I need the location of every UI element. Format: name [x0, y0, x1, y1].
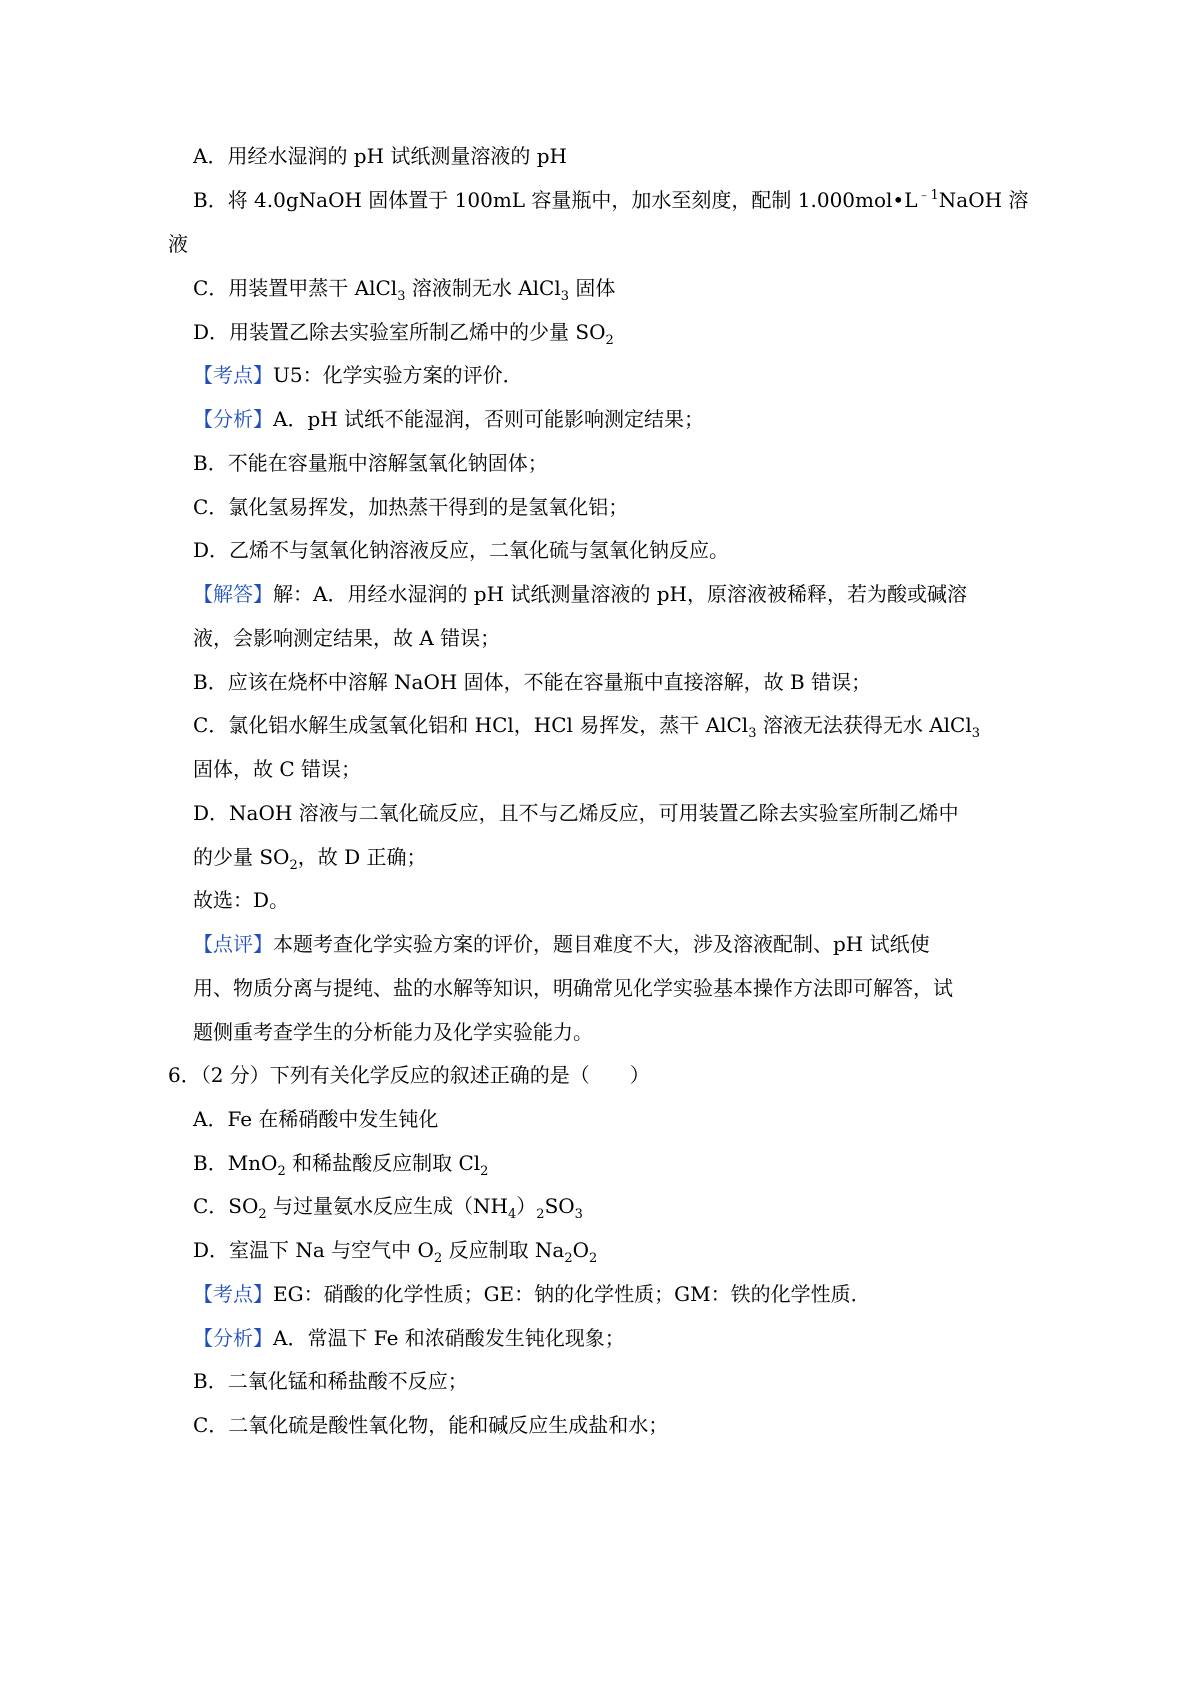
kaodian-tag: 【考点】 [193, 1282, 273, 1306]
q5-jieda-a2: 液，会影响测定结果，故 A 错误； [193, 626, 501, 650]
q6-stem: 6．（2 分）下列有关化学反应的叙述正确的是（ ） [168, 1063, 650, 1087]
q5-jieda: 【解答】解：A．用经水湿润的 pH 试纸测量溶液的 pH，原溶液被稀释，若为酸或碱溶 [193, 582, 968, 606]
q5-fenxi-b: B．不能在容量瓶中溶解氢氧化钠固体； [193, 451, 548, 475]
fenxi-tag: 【分析】 [193, 1326, 273, 1350]
jieda-tag: 【解答】 [193, 582, 273, 606]
q5-fenxi-d: D．乙烯不与氢氧化钠溶液反应，二氧化硫与氢氧化钠反应。 [193, 538, 730, 562]
fenxi-tag: 【分析】 [193, 407, 273, 431]
q5-dianping-l2: 用、物质分离与提纯、盐的水解等知识，明确常见化学实验基本操作方法即可解答，试 [193, 976, 953, 1000]
q6-fenxi-b: B．二氧化锰和稀盐酸不反应； [193, 1369, 468, 1393]
q5-jieda-d1: D．NaOH 溶液与二氧化硫反应，且不与乙烯反应，可用装置乙除去实验室所制乙烯中 [193, 801, 959, 825]
q5-option-a: A．用经水湿润的 pH 试纸测量溶液的 pH [193, 144, 568, 168]
q5-kaodian: 【考点】U5：化学实验方案的评价． [193, 363, 523, 387]
q5-jieda-b: B．应该在烧杯中溶解 NaOH 固体，不能在容量瓶中直接溶解，故 B 错误； [193, 670, 872, 694]
q5-jieda-c2: 固体，故 C 错误； [193, 757, 362, 781]
q5-fenxi: 【分析】A．pH 试纸不能湿润，否则可能影响测定结果； [193, 407, 705, 431]
q6-option-b: B．MnO$_2$ 和稀盐酸反应制取 $Cl_2$ [193, 1151, 489, 1179]
q6-option-a: A．Fe 在稀硝酸中发生钝化 [193, 1107, 439, 1131]
q5-dianping: 【点评】本题考查化学实验方案的评价，题目难度不大，涉及溶液配制、pH 试纸使 [193, 932, 930, 956]
q5-jieda-d2: 的少量 $SO_2$，故 D 正确； [193, 845, 427, 873]
q5-jieda-c1: C．氯化铝水解生成氢氧化铝和 HCl，HCl 易挥发，蒸干 AlCl$_3$ 溶液无法获得无水 AlCl$_3$ [193, 713, 981, 741]
kaodian-tag: 【考点】 [193, 363, 273, 387]
q6-fenxi-c: C．二氧化硫是酸性氧化物，能和碱反应生成盐和水； [193, 1413, 669, 1437]
q6-fenxi: 【分析】A．常温下 Fe 和浓硝酸发生钝化现象； [193, 1326, 625, 1350]
q6-option-d: D．室温下 Na 与空气中 $O_2$ 反应制取 $Na_2O_2$ [193, 1238, 598, 1266]
q5-option-b-cont: 液 [168, 232, 188, 256]
q6-option-c: C．$SO_2$ 与过量氨水反应生成$(NH_4)_2SO_3$ [193, 1194, 583, 1222]
q5-option-d: D．用装置乙除去实验室所制乙烯中的少量 $SO_2$ [193, 320, 614, 348]
dianping-tag: 【点评】 [193, 932, 273, 956]
q6-kaodian: 【考点】EG：硝酸的化学性质；GE：钠的化学性质；GM：铁的化学性质． [193, 1282, 871, 1306]
q5-dianping-l3: 题侧重考查学生的分析能力及化学实验能力。 [193, 1020, 593, 1044]
q5-fenxi-c: C．氯化氢易挥发，加热蒸干得到的是氢氧化铝； [193, 495, 629, 519]
q5-jieda-choose: 故选：D。 [193, 888, 290, 912]
q5-option-b: B．将 4.0gNaOH 固体置于 100mL 容量瓶中，加水至刻度，配制 $1.000mol•L^{﹣1}NaOH$ 溶 [193, 188, 1029, 212]
q5-option-c: C．用装置甲蒸干 AlCl$_3$ 溶液制无水 AlCl$_3$ 固体 [193, 276, 616, 304]
